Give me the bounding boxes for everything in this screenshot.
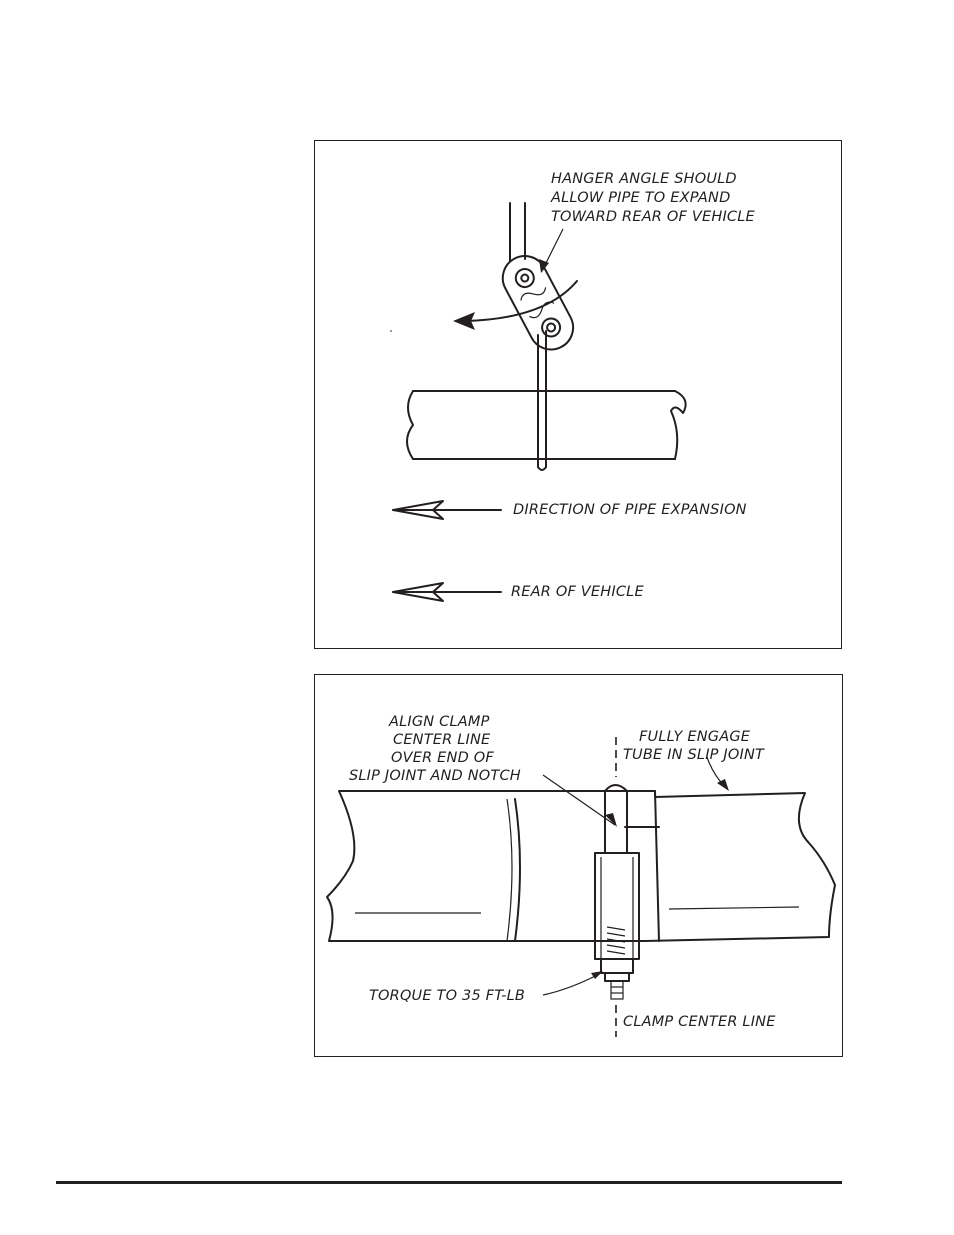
centerline-label: CLAMP CENTER LINE xyxy=(623,1014,776,1030)
align-label-line-2: CENTER LINE xyxy=(393,732,491,748)
u-bolt xyxy=(605,785,627,853)
torque-leader xyxy=(543,973,601,995)
hanger-label-line-3: TOWARD REAR OF VEHICLE xyxy=(551,209,755,225)
bolt-end xyxy=(611,981,623,999)
align-label-line-1: ALIGN CLAMP xyxy=(389,714,490,730)
pipe-right-end xyxy=(671,391,686,459)
hanger-label-line-2: ALLOW PIPE TO EXPAND xyxy=(551,190,731,206)
hanger-label-line-1: HANGER ANGLE SHOULD xyxy=(551,171,737,187)
clamp-nut xyxy=(601,959,633,973)
hanger-diagram xyxy=(315,141,843,650)
figure-slip-joint-clamp xyxy=(314,674,843,1057)
pipe-left-end xyxy=(407,391,413,459)
expansion-label: DIRECTION OF PIPE EXPANSION xyxy=(513,502,747,518)
clamp-diagram xyxy=(315,675,844,1058)
align-label-line-3: OVER END OF xyxy=(391,750,494,766)
footer-rule xyxy=(56,1181,842,1184)
align-label-line-4: SLIP JOINT AND NOTCH xyxy=(349,768,521,784)
engage-label-line-1: FULLY ENGAGE xyxy=(639,729,751,745)
slip-joint-seam xyxy=(515,799,520,941)
rear-label: REAR OF VEHICLE xyxy=(511,584,644,600)
torque-label: TORQUE TO 35 FT-LB xyxy=(369,988,526,1004)
figure-hanger-angle xyxy=(314,140,842,649)
pipe-outline xyxy=(327,791,835,941)
engage-label-line-2: TUBE IN SLIP JOINT xyxy=(623,747,765,763)
